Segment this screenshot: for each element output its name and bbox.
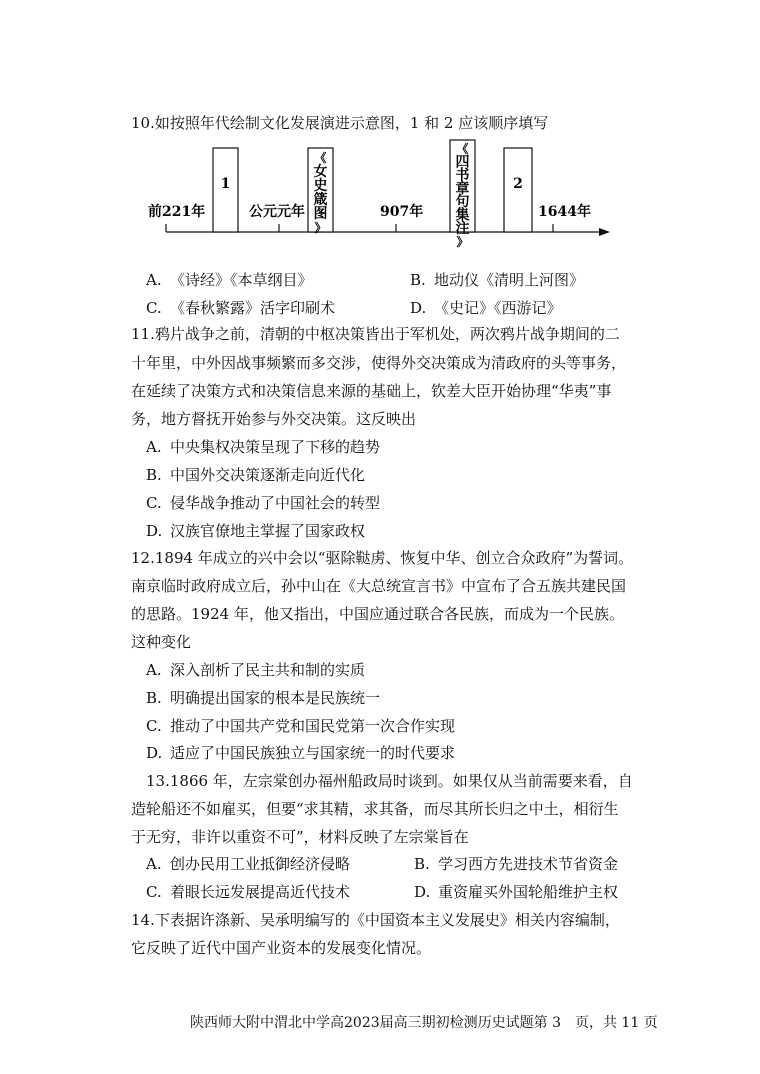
q10-option-b-text: 地动仪《清明上河图》 — [434, 271, 585, 289]
q13-option-a-key: A. — [146, 855, 162, 873]
q12-option-a-key: A. — [146, 661, 162, 679]
timeline-arrow — [599, 228, 610, 236]
box-nvshizhentu-label — [314, 150, 328, 235]
q11-option-d — [146, 521, 365, 541]
q11-option-b — [146, 465, 365, 485]
q10-stem: 10.如按照年代绘制文化发展演进示意图，1 和 2 应该顺序填写 — [131, 114, 549, 132]
q13-line-2: 造轮船还不如雇买，但要“求其精，求其备，而尽其所长归之中土，相衍生 — [131, 800, 619, 818]
vertical-char: 《 — [456, 142, 469, 156]
q12-option-d-key: D. — [146, 744, 163, 762]
q13-option-c-text: 着眼长远发展提高近代技术 — [170, 883, 351, 901]
q12-option-c — [146, 716, 455, 736]
q10-option-c — [146, 298, 335, 318]
q10-option-d-text: 《史记》《西游记》 — [434, 299, 562, 317]
q12-line-4: 这种变化 — [131, 633, 192, 651]
q11-option-d-key: D. — [146, 522, 163, 540]
q10-option-a-text: 《诗经》《本草纲目》 — [170, 271, 313, 289]
q12-option-d — [146, 743, 455, 763]
q10-option-d-key: D. — [410, 299, 427, 317]
vertical-char: 图 — [313, 206, 328, 222]
vertical-char: 箴 — [313, 192, 328, 208]
q13-option-d — [414, 882, 618, 902]
q13-option-c-key: C. — [146, 883, 162, 901]
q12-line-1: 12.1894 年成立的兴中会以“驱除鞑虏、恢复中华、创立合众政府”为誓词。 — [131, 549, 634, 567]
q11-option-c-key: C. — [146, 494, 162, 512]
q10-option-b-key: B. — [410, 271, 426, 289]
q10-option-b — [410, 270, 584, 290]
vertical-char: 》 — [314, 221, 327, 235]
q11-line-4: 务，地方督抚开始参与外交决策。这反映出 — [131, 410, 417, 428]
q11-option-a — [146, 437, 380, 457]
q11-option-c-text: 侵华战争推动了中国社会的转型 — [170, 494, 381, 512]
q13-option-c — [146, 882, 350, 902]
q11-option-b-text: 中国外交决策逐渐走向近代化 — [170, 466, 366, 484]
q10-option-a — [146, 270, 313, 290]
box-1-label: 1 — [220, 176, 231, 192]
q12-option-c-text: 推动了中国共产党和国民党第一次合作实现 — [170, 717, 456, 735]
q12-option-d-text: 适应了中国民族独立与国家统一的时代要求 — [170, 744, 456, 762]
q10-option-a-key: A. — [146, 271, 162, 289]
q13-option-d-key: D. — [414, 883, 431, 901]
q12-option-a — [146, 660, 365, 680]
q12-line-3: 的思路。1924 年，他又指出，中国应通过联合各民族，而成为一个民族。 — [131, 605, 624, 623]
vertical-char: 史 — [313, 178, 328, 194]
q11-option-a-key: A. — [146, 438, 162, 456]
vertical-char: 《 — [314, 151, 327, 165]
label-221bc: 前221年 — [148, 204, 206, 220]
q12-option-c-key: C. — [146, 717, 162, 735]
q13-line-3: 于无穷，非许以重资不可”，材料反映了左宗棠旨在 — [131, 828, 469, 846]
vertical-char: 女 — [313, 164, 328, 180]
vertical-char: 》 — [456, 235, 469, 250]
q11-option-d-text: 汉族官僚地主掌握了国家政权 — [170, 522, 366, 540]
vertical-char: 书 — [455, 167, 470, 184]
label-1644: 1644年 — [538, 204, 591, 220]
q13-option-d-text: 重资雇买外国轮船维护主权 — [438, 883, 619, 901]
q12-line-2: 南京临时政府成立后，孙中山在《大总统宣言书》中宣布了合五族共建民国 — [131, 577, 627, 595]
q11-option-b-key: B. — [146, 466, 162, 484]
q11-option-c — [146, 493, 380, 513]
q12-option-b — [146, 688, 380, 708]
q13-option-b-text: 学习西方先进技术节省资金 — [438, 855, 619, 873]
q11-line-3: 在延续了决策方式和决策信息来源的基础上，钦差大臣开始协理“华夷”事 — [131, 382, 612, 400]
q12-option-b-key: B. — [146, 689, 162, 707]
vertical-char: 句 — [455, 194, 470, 211]
box-2-label: 2 — [513, 176, 523, 192]
timeline-diagram — [140, 140, 620, 250]
page-footer: 陕西师大附中渭北中学高2023届高三期初检测历史试题第 3 页，共 11 页 — [190, 1015, 658, 1031]
q14-line-1: 14.下表据许涤新、吴承明编写的《中国资本主义发展史》相关内容编制， — [131, 911, 620, 929]
label-ad1: 公元元年 — [249, 204, 305, 220]
q10-option-d — [410, 298, 562, 318]
vertical-char: 四 — [455, 154, 470, 171]
q10-option-c-key: C. — [146, 299, 162, 317]
q13-line-1: 13.1866 年，左宗棠创办福州船政局时谈到。如果仅从当前需要来看，自 — [146, 772, 633, 790]
vertical-char: 集 — [455, 207, 470, 224]
q13-option-b — [414, 854, 618, 874]
q13-option-b-key: B. — [414, 855, 430, 873]
vertical-char: 注 — [455, 220, 470, 237]
q11-line-1: 11.鸦片战争之前，清朝的中枢决策皆出于军机处，两次鸦片战争期间的二 — [131, 325, 620, 343]
box-sishu-label — [456, 141, 470, 249]
q10-option-c-text: 《春秋繁露》活字印刷术 — [170, 299, 336, 317]
q11-option-a-text: 中央集权决策呈现了下移的趋势 — [170, 438, 381, 456]
q13-option-a-text: 创办民用工业抵御经济侵略 — [170, 855, 351, 873]
q12-option-a-text: 深入剖析了民主共和制的实质 — [170, 661, 366, 679]
q11-line-2: 十年里，中外因战事频繁而多交涉，使得外交决策成为清政府的头等事务， — [131, 354, 627, 372]
vertical-char: 章 — [455, 180, 470, 197]
q14-line-2: 它反映了近代中国产业资本的发展变化情况。 — [131, 939, 432, 957]
q13-option-a — [146, 854, 350, 874]
q12-option-b-text: 明确提出国家的根本是民族统一 — [170, 689, 381, 707]
label-907: 907年 — [380, 204, 424, 220]
